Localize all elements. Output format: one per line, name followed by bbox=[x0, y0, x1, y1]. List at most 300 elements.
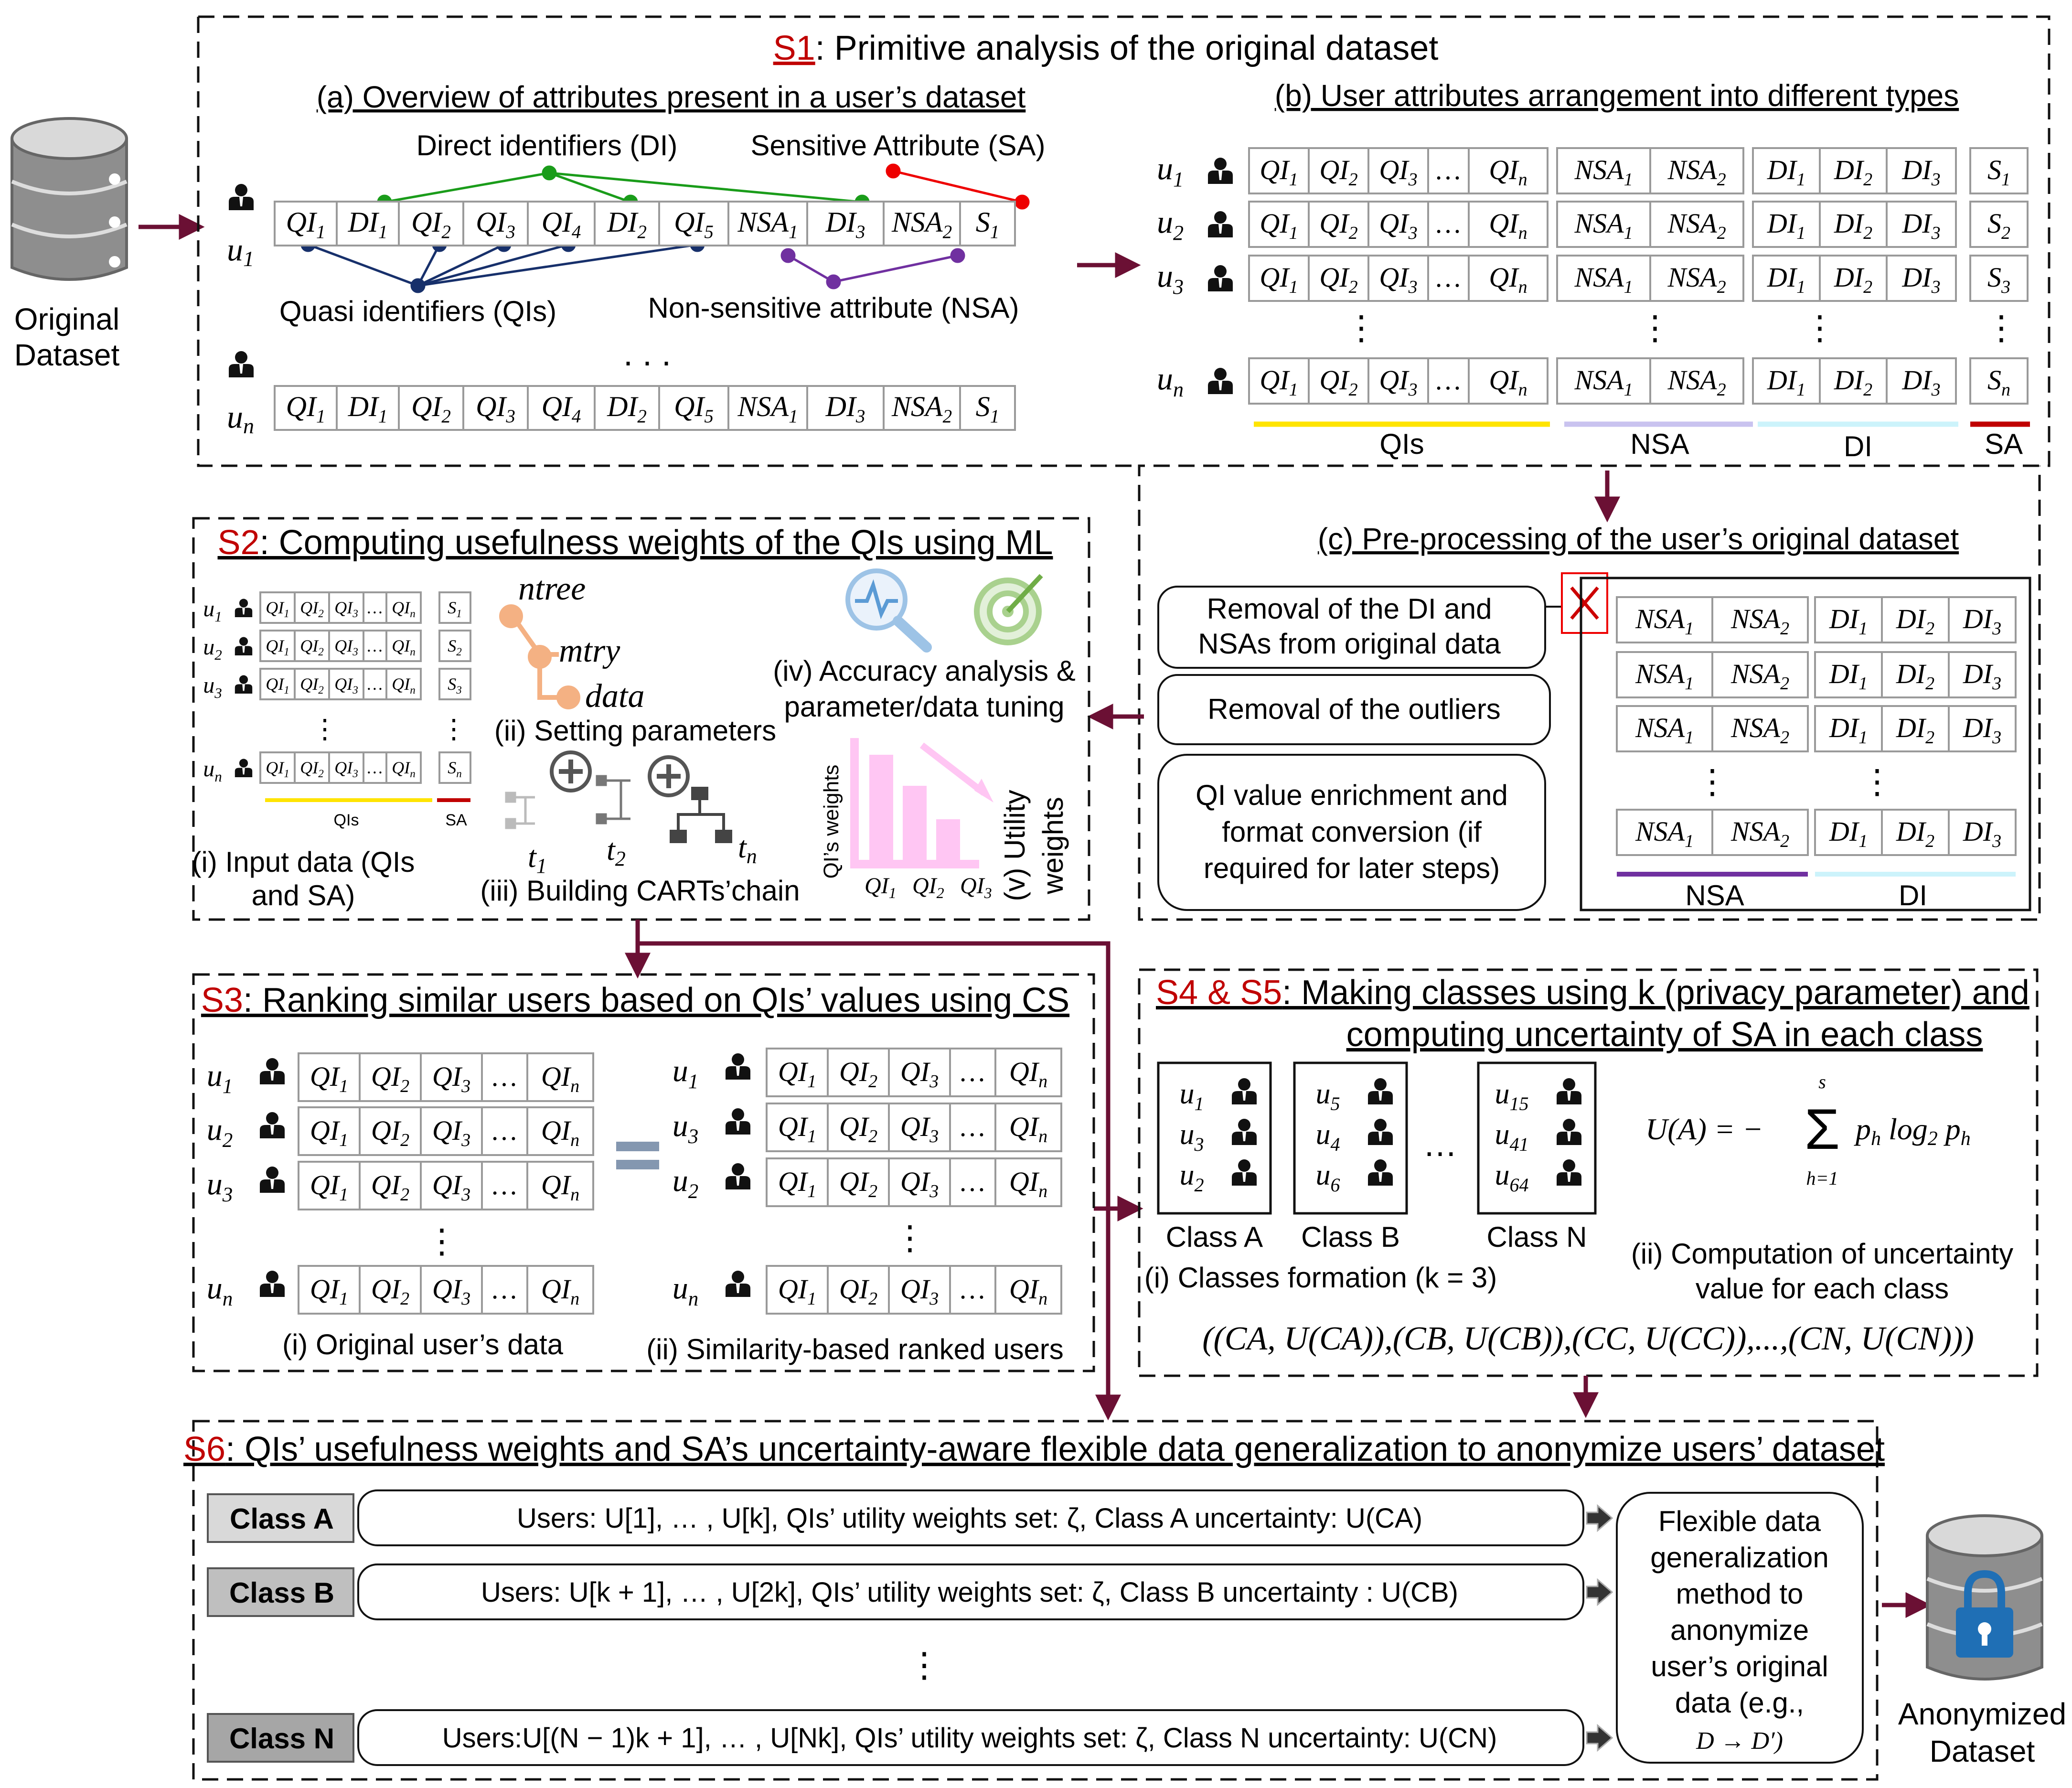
original-dataset-label-1: Original bbox=[14, 302, 120, 336]
b-cell-text: $NSA_1$ bbox=[1574, 208, 1633, 243]
svg-text:Removal of the DI and: Removal of the DI and bbox=[1207, 593, 1492, 625]
s3-cell-text: … bbox=[960, 1056, 985, 1087]
anonymized-dataset-label-1: Anonymized bbox=[1898, 1697, 2067, 1731]
b-user-label: $u_3$ bbox=[1157, 257, 1184, 299]
s3-cell-text: $QI_1$ bbox=[778, 1056, 817, 1092]
ranked-user-label: $u_3$ bbox=[672, 1108, 699, 1148]
s6-title: S6: QIs’ usefulness weights and SA’s uncertainty-aware flexible data generalization to anonymize users’ dataset bbox=[183, 1430, 1885, 1468]
param-mtry: mtry bbox=[559, 632, 620, 669]
s3-cell-text: $QI_1$ bbox=[778, 1166, 817, 1201]
computation-caption-1: (ii) Computation of uncertainty bbox=[1631, 1238, 2014, 1270]
mini-cell-text: $QI_2$ bbox=[300, 598, 324, 620]
user-icon bbox=[235, 675, 252, 694]
s3-cell-text: $QI_3$ bbox=[900, 1166, 939, 1201]
c-cell-text: $DI_1$ bbox=[1829, 603, 1868, 639]
s6-row-arrow bbox=[1587, 1725, 1612, 1750]
attr-cell-qi3: $QI_3$ bbox=[476, 391, 515, 427]
formation-caption: (i) Classes formation (k = 3) bbox=[1144, 1262, 1497, 1294]
ranked-user-label: $u_n$ bbox=[206, 1271, 233, 1310]
user-icon bbox=[1208, 368, 1233, 394]
b-vertical-ellipsis: ⋮ bbox=[1985, 309, 2018, 346]
original-dataset-label-2: Dataset bbox=[14, 338, 120, 372]
s6-class-rows bbox=[208, 1490, 1612, 1765]
svg-text:U(A) = −: U(A) = − bbox=[1645, 1112, 1763, 1146]
mini-cell-text: … bbox=[367, 675, 383, 694]
b-cell-text: … bbox=[1436, 262, 1461, 293]
ranked-user-label: $u_1$ bbox=[672, 1053, 699, 1093]
c-vertical-ellipsis: ⋮ bbox=[1696, 763, 1729, 800]
b-cell-text: $DI_1$ bbox=[1767, 208, 1806, 243]
b-cell-text: $QI_3$ bbox=[1379, 154, 1418, 190]
param-ntree: ntree bbox=[518, 570, 586, 607]
s6-row-arrow bbox=[1587, 1580, 1612, 1605]
mini-cell-text: … bbox=[367, 636, 383, 655]
utility-caption-2: weights bbox=[1037, 797, 1069, 894]
original-dataset-icon bbox=[12, 118, 127, 279]
b-sa-text: $S_1$ bbox=[1987, 154, 2010, 190]
weights-x-qi3: $QI_3$ bbox=[960, 873, 992, 901]
mini-cell-text: $QI_1$ bbox=[266, 598, 289, 620]
s1-a-title: (a) Overview of attributes present in a user’s dataset bbox=[316, 80, 1026, 114]
s6-class-tag-label: Class N bbox=[229, 1723, 335, 1755]
mini-sa-text: $S_2$ bbox=[448, 636, 462, 658]
mini-user-label: $u_3$ bbox=[203, 673, 222, 701]
s3-cell-text: … bbox=[960, 1111, 985, 1142]
b-cell-text: $QI_2$ bbox=[1319, 208, 1358, 243]
b-cell-text: $DI_3$ bbox=[1902, 208, 1941, 243]
b-cell-text: $NSA_1$ bbox=[1574, 262, 1633, 297]
svg-text:NSA: NSA bbox=[1685, 879, 1744, 911]
s3-cell-text: $QI_n$ bbox=[541, 1115, 580, 1150]
s3-cell-text: $QI_n$ bbox=[541, 1274, 580, 1309]
class-label: Class B bbox=[1301, 1221, 1400, 1253]
c-cell-text: $NSA_1$ bbox=[1635, 712, 1694, 748]
user-icon bbox=[726, 1271, 750, 1297]
s45-title-2: computing uncertainty of SA in each class bbox=[1346, 1016, 1983, 1054]
tree-t1: t1 bbox=[528, 840, 547, 878]
user-icon bbox=[229, 351, 254, 377]
user-icon bbox=[260, 1271, 285, 1297]
mini-cell-text: $QI_1$ bbox=[266, 675, 289, 696]
mini-cell-text: $QI_3$ bbox=[334, 675, 358, 696]
svg-text:DI: DI bbox=[1899, 879, 1927, 911]
class-member-label: $u_4$ bbox=[1315, 1118, 1340, 1155]
class-member-label: $u_{15}$ bbox=[1495, 1078, 1529, 1114]
class-label: Class N bbox=[1486, 1221, 1587, 1253]
s45-classes bbox=[1158, 1063, 1595, 1253]
method-line: method to bbox=[1676, 1578, 1804, 1610]
c-cell-text: $NSA_1$ bbox=[1635, 816, 1694, 851]
attr-cell-di1: $DI_1$ bbox=[348, 391, 388, 427]
class-member-label: $u_6$ bbox=[1315, 1159, 1340, 1196]
b-sa-text: $S_n$ bbox=[1987, 364, 2010, 400]
b-cell-text: … bbox=[1436, 154, 1461, 185]
attr-cell-qi5: $QI_5$ bbox=[674, 206, 714, 242]
s6-row-arrow bbox=[1587, 1506, 1612, 1531]
class-member-label: $u_3$ bbox=[1179, 1118, 1204, 1155]
s3-cell-text: $QI_3$ bbox=[900, 1111, 939, 1146]
attr-cell-di2: $DI_2$ bbox=[607, 391, 647, 427]
mini-user-label: $u_2$ bbox=[203, 634, 222, 663]
mini-vertical-ellipsis: ⋮ bbox=[311, 714, 338, 744]
svg-text:Removal of the outliers: Removal of the outliers bbox=[1207, 693, 1501, 725]
svg-text:format conversion (if: format conversion (if bbox=[1222, 816, 1482, 848]
b-cell-text: $NSA_2$ bbox=[1667, 262, 1726, 297]
mini-user-label: $u_1$ bbox=[203, 596, 222, 625]
c-cell-text: $NSA_2$ bbox=[1730, 658, 1790, 694]
svg-text:SA: SA bbox=[445, 811, 467, 829]
mini-cell-text: $QI_3$ bbox=[334, 758, 358, 780]
attr-cell-qi4: $QI_4$ bbox=[541, 391, 581, 427]
s6-class-tag-label: Class B bbox=[229, 1577, 335, 1609]
s6-vertical-ellipsis: ⋮ bbox=[907, 1646, 941, 1684]
s3-cell-text: $QI_1$ bbox=[310, 1169, 349, 1205]
b-cell-text: $DI_1$ bbox=[1767, 154, 1806, 190]
b-legend bbox=[1254, 424, 2030, 462]
user-icon bbox=[235, 637, 252, 656]
ranked-user-label: $u_2$ bbox=[672, 1163, 699, 1203]
ranked-user-label: $u_2$ bbox=[206, 1112, 233, 1152]
attr-cell-nsa1: $NSA_1$ bbox=[737, 206, 798, 242]
c-cell-text: $NSA_1$ bbox=[1635, 658, 1694, 694]
weights-axis-label: QI’s weights bbox=[820, 764, 843, 879]
attr-cell-di3: $DI_3$ bbox=[825, 206, 865, 242]
c-cell-text: $DI_2$ bbox=[1896, 658, 1935, 694]
cart-chain-icons bbox=[506, 752, 731, 842]
b-cell-text: $QI_2$ bbox=[1319, 262, 1358, 297]
user-icon bbox=[229, 184, 254, 210]
c-cell-text: $DI_1$ bbox=[1829, 658, 1868, 694]
c-cell-text: $NSA_2$ bbox=[1730, 712, 1790, 748]
s2-input-caption-1: (i) Input data (QIs bbox=[192, 846, 415, 878]
s6-class-row-text: Users: U[k + 1], … , U[2k], QIs’ utility weights set: ζ, Class B uncertainty : U(CB) bbox=[481, 1577, 1458, 1608]
a-row-un bbox=[275, 386, 1015, 430]
s3-cell-text: $QI_2$ bbox=[839, 1111, 878, 1146]
attr-cell-di3: $DI_3$ bbox=[825, 391, 865, 427]
user-icon bbox=[1208, 158, 1233, 184]
s1-title: S1: Primitive analysis of the original dataset bbox=[773, 29, 1439, 67]
weights-x-qi1: $QI_1$ bbox=[865, 873, 897, 901]
user-icon bbox=[726, 1053, 750, 1080]
c-cell-text: $DI_1$ bbox=[1829, 816, 1868, 851]
b-cell-text: $NSA_2$ bbox=[1667, 364, 1726, 400]
s45-title-1: S4 & S5: Making classes using k (privacy parameter) and bbox=[1156, 974, 2029, 1012]
attr-cell-qi1: $QI_1$ bbox=[286, 391, 326, 427]
s2-input-caption-2: and SA) bbox=[251, 879, 355, 911]
attr-cell-qi4: $QI_4$ bbox=[541, 206, 581, 242]
b-legend-qis: QIs bbox=[1379, 428, 1424, 460]
b-cell-text: $DI_1$ bbox=[1767, 364, 1806, 400]
s3-cell-text: $QI_2$ bbox=[371, 1274, 410, 1309]
c-vertical-ellipsis: ⋮ bbox=[1860, 763, 1894, 800]
classes-ellipsis: … bbox=[1423, 1125, 1457, 1164]
entropy-formula bbox=[1645, 1071, 1971, 1189]
s3-cell-text: $QI_1$ bbox=[310, 1274, 349, 1309]
qi-label: Quasi identifiers (QIs) bbox=[279, 295, 557, 327]
tree-tn: tn bbox=[738, 830, 757, 868]
b-cell-text: $DI_2$ bbox=[1834, 154, 1873, 190]
mini-cell-text: $QI_n$ bbox=[392, 675, 416, 696]
s3-cell-text: $QI_n$ bbox=[1009, 1274, 1048, 1309]
c-legend bbox=[1617, 874, 2016, 911]
svg-text:ph log2 ph: ph log2 ph bbox=[1856, 1112, 1971, 1150]
s6-class-row-text: Users: U[1], … , U[k], QIs’ utility weights set: ζ, Class A uncertainty: U(CA) bbox=[516, 1503, 1423, 1534]
b-cell-text: $DI_2$ bbox=[1834, 208, 1873, 243]
rows-ellipsis: . . . bbox=[623, 335, 672, 373]
s3-cell-text: … bbox=[492, 1115, 517, 1146]
attr-cell-qi3: $QI_3$ bbox=[476, 206, 515, 242]
mini-cell-text: $QI_2$ bbox=[300, 758, 324, 780]
target-icon bbox=[977, 576, 1041, 642]
svg-text:required for later steps): required for later steps) bbox=[1203, 852, 1500, 884]
c-cell-text: $DI_3$ bbox=[1963, 658, 2002, 694]
user-icon bbox=[235, 759, 252, 778]
weights-chart-icon bbox=[850, 738, 993, 868]
b-vertical-ellipsis: ⋮ bbox=[1345, 309, 1378, 346]
s3-title: S3: Ranking similar users based on QIs’ values using CS bbox=[201, 981, 1070, 1019]
b-cell-text: $QI_2$ bbox=[1319, 154, 1358, 190]
c-cell-text: $DI_2$ bbox=[1896, 712, 1935, 748]
s2-input-table bbox=[203, 592, 470, 785]
weights-x-qi2: $QI_2$ bbox=[912, 873, 944, 901]
b-cell-text: $QI_2$ bbox=[1319, 364, 1358, 400]
b-grid bbox=[1157, 148, 2028, 404]
b-cell-text: $QI_1$ bbox=[1260, 364, 1298, 400]
s3-cell-text: $QI_1$ bbox=[778, 1274, 817, 1309]
user-icon bbox=[260, 1167, 285, 1193]
attr-cell-nsa2: $NSA_2$ bbox=[891, 391, 952, 427]
user-icon bbox=[726, 1163, 750, 1189]
s3-vertical-ellipsis: ⋮ bbox=[893, 1219, 927, 1256]
c-cell-text: $NSA_2$ bbox=[1730, 603, 1790, 639]
class-label: Class A bbox=[1165, 1221, 1263, 1253]
attr-cell-s1: $S_1$ bbox=[975, 206, 1000, 242]
s3-cell-text: $QI_2$ bbox=[371, 1169, 410, 1205]
accuracy-caption-2: parameter/data tuning bbox=[784, 691, 1065, 723]
b-cell-text: $DI_3$ bbox=[1902, 154, 1941, 190]
c-grid bbox=[1617, 597, 2016, 855]
params-caption: (ii) Setting parameters bbox=[494, 715, 777, 747]
b-cell-text: $QI_n$ bbox=[1489, 262, 1527, 297]
sa-label: Sensitive Attribute (SA) bbox=[750, 129, 1046, 161]
attr-cell-qi2: $QI_2$ bbox=[411, 206, 451, 242]
b-cell-text: $QI_3$ bbox=[1379, 262, 1418, 297]
user-icon bbox=[260, 1058, 285, 1084]
a-user-un: un bbox=[227, 398, 254, 438]
mini-vertical-ellipsis: ⋮ bbox=[440, 714, 467, 744]
method-line: generalization bbox=[1650, 1542, 1829, 1574]
s3-cell-text: $QI_3$ bbox=[432, 1061, 471, 1096]
anonymized-dataset-label-2: Dataset bbox=[1929, 1734, 2035, 1768]
b-cell-text: $QI_n$ bbox=[1489, 208, 1527, 243]
attr-cell-di1: $DI_1$ bbox=[348, 206, 388, 242]
s3-cell-text: $QI_n$ bbox=[541, 1061, 580, 1096]
mini-sa-text: $S_n$ bbox=[448, 758, 462, 780]
c-cell-text: $DI_2$ bbox=[1896, 603, 1935, 639]
s3-cell-text: $QI_2$ bbox=[371, 1115, 410, 1150]
attr-cell-nsa2: $NSA_2$ bbox=[891, 206, 952, 242]
utility-caption-1: (v) Utility bbox=[999, 790, 1031, 901]
ranked-user-label: $u_1$ bbox=[206, 1058, 233, 1098]
class-member-label: $u_{41}$ bbox=[1495, 1118, 1529, 1155]
c-cell-text: $DI_2$ bbox=[1896, 816, 1935, 851]
b-cell-text: $QI_n$ bbox=[1489, 154, 1527, 190]
b-cell-text: $NSA_1$ bbox=[1574, 364, 1633, 400]
s3-original-table bbox=[207, 1053, 593, 1314]
b-cell-text: … bbox=[1436, 208, 1461, 239]
b-cell-text: $QI_1$ bbox=[1260, 208, 1298, 243]
b-user-label: $u_n$ bbox=[1157, 360, 1184, 401]
method-line: user’s original bbox=[1651, 1650, 1828, 1682]
b-user-label: $u_2$ bbox=[1157, 203, 1184, 245]
mini-cell-text: $QI_3$ bbox=[334, 598, 358, 620]
carts-caption: (iii) Building CARTs’chain bbox=[480, 875, 800, 907]
b-cell-text: … bbox=[1436, 364, 1461, 396]
s3-cell-text: $QI_3$ bbox=[432, 1274, 471, 1309]
s3-cell-text: $QI_2$ bbox=[839, 1056, 878, 1092]
s1-b-title: (b) User attributes arrangement into different types bbox=[1274, 78, 1959, 113]
s3-cell-text: $QI_2$ bbox=[839, 1166, 878, 1201]
class-member-label: $u_5$ bbox=[1315, 1078, 1340, 1114]
svg-text:QIs: QIs bbox=[333, 811, 359, 829]
b-sa-text: $S_2$ bbox=[1987, 208, 2010, 243]
attr-cell-qi2: $QI_2$ bbox=[411, 391, 451, 427]
method-line: data (e.g., bbox=[1675, 1687, 1805, 1719]
s3-cell-text: … bbox=[492, 1274, 517, 1305]
s3-cell-text: … bbox=[492, 1169, 517, 1200]
b-cell-text: $QI_n$ bbox=[1489, 364, 1527, 400]
di-label: Direct identifiers (DI) bbox=[416, 129, 678, 161]
s6-class-tag-label: Class A bbox=[230, 1503, 334, 1535]
attr-cell-di2: $DI_2$ bbox=[607, 206, 647, 242]
b-cell-text: $DI_1$ bbox=[1767, 262, 1806, 297]
b-sa-text: $S_3$ bbox=[1987, 262, 2010, 297]
b-cell-text: $QI_3$ bbox=[1379, 364, 1418, 400]
c-title: (c) Pre-processing of the user’s original dataset bbox=[1317, 522, 1959, 556]
accuracy-caption-1: (iv) Accuracy analysis & bbox=[773, 655, 1076, 687]
svg-text:h=1: h=1 bbox=[1806, 1167, 1838, 1189]
mini-cell-text: $QI_2$ bbox=[300, 636, 324, 658]
b-legend-sa: SA bbox=[1984, 428, 2023, 460]
class-member-label: $u_{64}$ bbox=[1495, 1159, 1529, 1196]
mini-cell-text: $QI_1$ bbox=[266, 758, 289, 780]
nsa-connectors bbox=[782, 249, 964, 288]
c-cell-text: $DI_3$ bbox=[1963, 816, 2002, 851]
b-cell-text: $QI_3$ bbox=[1379, 208, 1418, 243]
s3-cell-text: $QI_1$ bbox=[310, 1115, 349, 1150]
s3-cell-text: … bbox=[492, 1061, 517, 1092]
b-cell-text: $DI_3$ bbox=[1902, 364, 1941, 400]
nsa-label: Non-sensitive attribute (NSA) bbox=[648, 292, 1019, 324]
b-vertical-ellipsis: ⋮ bbox=[1803, 309, 1837, 346]
s3-cell-text: $QI_3$ bbox=[432, 1115, 471, 1150]
svg-text:QI value enrichment and: QI value enrichment and bbox=[1196, 779, 1508, 811]
s3-cell-text: $QI_2$ bbox=[371, 1061, 410, 1096]
s3-cell-text: $QI_1$ bbox=[778, 1111, 817, 1146]
s3-cell-text: $QI_3$ bbox=[900, 1056, 939, 1092]
method-line: anonymize bbox=[1670, 1614, 1809, 1646]
attr-cell-qi1: $QI_1$ bbox=[286, 206, 326, 242]
b-cell-text: $NSA_2$ bbox=[1667, 154, 1726, 190]
svg-text:Σ: Σ bbox=[1804, 1097, 1840, 1161]
s3-cell-text: … bbox=[960, 1166, 985, 1197]
s3-cell-text: … bbox=[960, 1274, 985, 1305]
attr-cell-qi5: $QI_5$ bbox=[674, 391, 714, 427]
s3-cell-text: $QI_2$ bbox=[839, 1274, 878, 1309]
mini-cell-text: … bbox=[367, 758, 383, 777]
s3-ranked-table bbox=[673, 1049, 1061, 1314]
ranked-user-label: $u_3$ bbox=[206, 1167, 233, 1206]
b-cell-text: $DI_2$ bbox=[1834, 364, 1873, 400]
svg-text:NSAs from original data: NSAs from original data bbox=[1198, 628, 1501, 660]
user-icon bbox=[726, 1108, 750, 1135]
attr-cell-nsa1: $NSA_1$ bbox=[737, 391, 798, 427]
s6-class-row-text: Users:U[(N − 1)k + 1], … , U[Nk], QIs’ utility weights set: ζ, Class N uncertainty: U(CN) bbox=[442, 1723, 1497, 1754]
attr-cell-s1: $S_1$ bbox=[975, 391, 1000, 427]
mini-cell-text: $QI_n$ bbox=[392, 758, 416, 780]
c-cell-text: $DI_3$ bbox=[1963, 712, 2002, 748]
class-member-label: $u_2$ bbox=[1179, 1159, 1204, 1196]
mini-sa-text: $S_3$ bbox=[448, 675, 462, 696]
user-icon bbox=[1208, 265, 1233, 291]
b-legend-di: DI bbox=[1844, 430, 1872, 462]
flexible-generalization-text bbox=[1650, 1505, 1829, 1755]
s3-cell-text: $QI_1$ bbox=[310, 1061, 349, 1096]
b-cell-text: $QI_1$ bbox=[1260, 154, 1298, 190]
equals-icon bbox=[616, 1142, 659, 1169]
s3-cell-text: $QI_n$ bbox=[1009, 1111, 1048, 1146]
user-icon bbox=[235, 599, 252, 618]
user-icon bbox=[260, 1112, 285, 1138]
ranked-user-label: $u_n$ bbox=[672, 1271, 699, 1310]
s3-cell-text: $QI_n$ bbox=[1009, 1056, 1048, 1092]
mini-cell-text: $QI_2$ bbox=[300, 675, 324, 696]
mini-cell-text: $QI_3$ bbox=[334, 636, 358, 658]
s3-vertical-ellipsis: ⋮ bbox=[425, 1222, 459, 1260]
mini-cell-text: $QI_1$ bbox=[266, 636, 289, 658]
mini-cell-text: … bbox=[367, 598, 383, 617]
svg-text:s: s bbox=[1818, 1071, 1826, 1092]
param-data: data bbox=[585, 678, 645, 715]
user-icon bbox=[1208, 211, 1233, 237]
b-legend-nsa: NSA bbox=[1630, 428, 1689, 460]
b-cell-text: $DI_3$ bbox=[1902, 262, 1941, 297]
c-cell-text: $NSA_1$ bbox=[1635, 603, 1694, 639]
b-cell-text: $QI_1$ bbox=[1260, 262, 1298, 297]
a-user-u1: u1 bbox=[227, 231, 254, 271]
b-user-label: $u_1$ bbox=[1157, 150, 1184, 191]
s3-right-caption: (ii) Similarity-based ranked users bbox=[646, 1333, 1064, 1365]
c-cell-text: $DI_1$ bbox=[1829, 712, 1868, 748]
s2-title: S2: Computing usefulness weights of the QIs using ML bbox=[217, 524, 1053, 562]
class-uncertainty-tuple: ((CA, U(CA)),(CB, U(CB)),(CC, U(CC)),...,(CN, U(CN))) bbox=[1202, 1320, 1974, 1357]
magnifier-icon bbox=[848, 571, 927, 647]
mini-sa-text: $S_1$ bbox=[448, 598, 462, 620]
tree-t2: t2 bbox=[607, 833, 626, 870]
computation-caption-2: value for each class bbox=[1695, 1273, 1949, 1305]
s3-cell-text: $QI_n$ bbox=[541, 1169, 580, 1205]
method-line: Flexible data bbox=[1658, 1505, 1821, 1537]
c-cell-text: $DI_3$ bbox=[1963, 603, 2002, 639]
s3-cell-text: $QI_3$ bbox=[432, 1169, 471, 1205]
b-cell-text: $DI_2$ bbox=[1834, 262, 1873, 297]
b-cell-text: $NSA_1$ bbox=[1574, 154, 1633, 190]
b-cell-text: $NSA_2$ bbox=[1667, 208, 1726, 243]
a-row-u1 bbox=[275, 202, 1015, 246]
class-member-label: $u_1$ bbox=[1179, 1078, 1204, 1114]
mini-cell-text: $QI_n$ bbox=[392, 598, 416, 620]
mini-user-label: $u_n$ bbox=[203, 756, 222, 785]
